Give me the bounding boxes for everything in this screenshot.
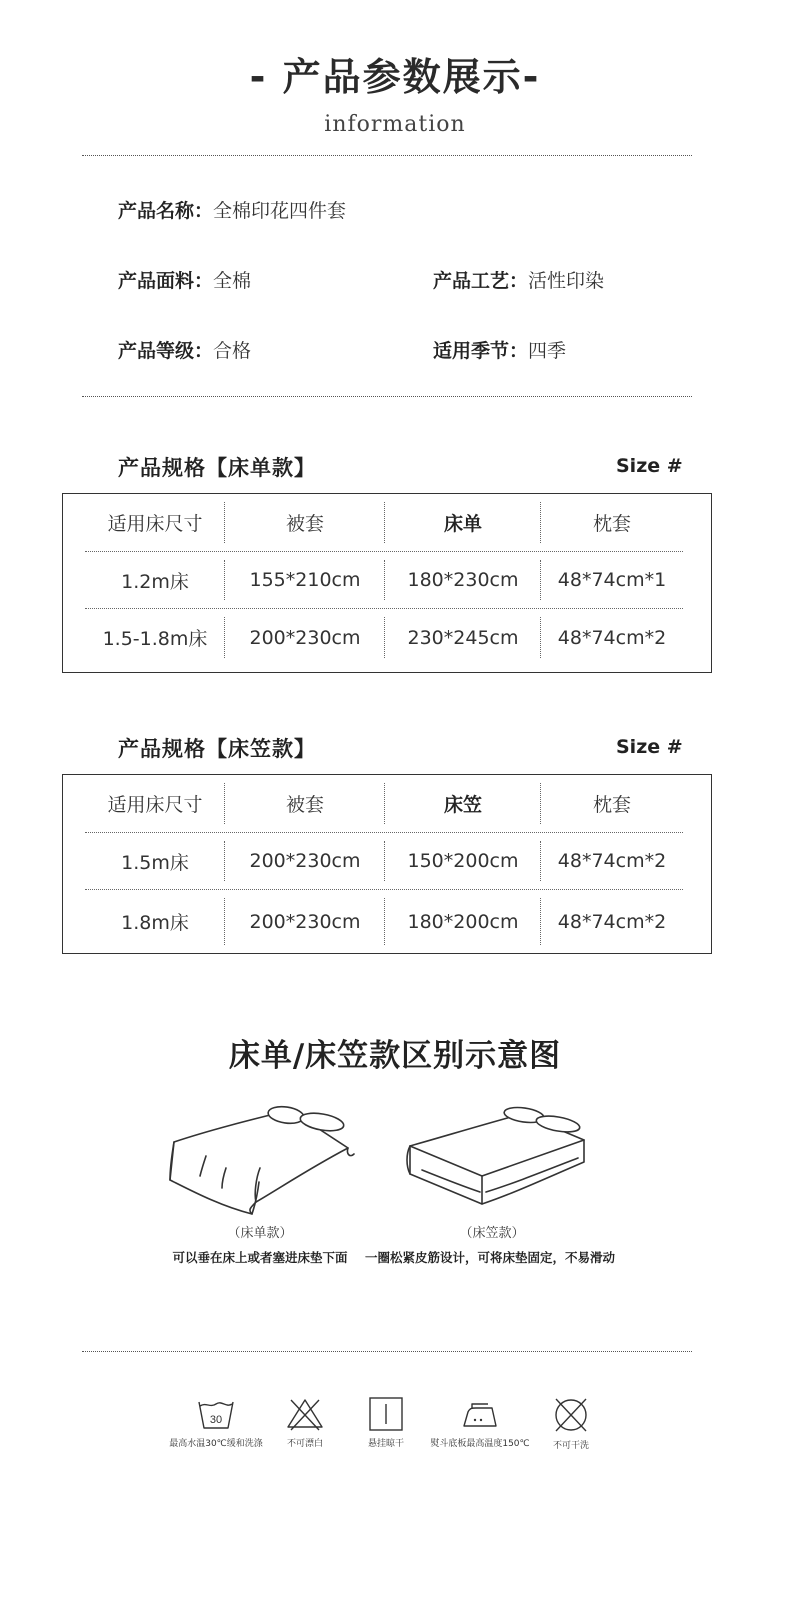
table-header-cell: 被套	[225, 494, 385, 551]
size-tag: Size #	[616, 736, 683, 758]
table-cell: 48*74cm*2	[557, 850, 667, 872]
table-row	[85, 833, 683, 890]
table-cell: 48*74cm*2	[557, 626, 667, 649]
divider	[82, 155, 692, 156]
fitted-description: 一圈松紧皮筋设计，可将床垫固定，不易滑动	[364, 1250, 615, 1265]
table-cell: 200*230cm	[225, 890, 385, 953]
table-cell: 180*200cm	[385, 890, 541, 953]
care-label: 熨斗底板最高温度150℃	[430, 1439, 530, 1449]
info-value: 全棉印花四件套	[213, 200, 347, 222]
wash-30-icon	[196, 1396, 236, 1432]
info-value: 全棉	[213, 270, 252, 292]
info-key: 产品工艺：	[433, 270, 529, 292]
spec-fitted-title: 产品规格【床笠款】	[118, 737, 316, 761]
table-cell: 180*230cm	[385, 552, 541, 608]
diagram-title: 床单/床笠款区别示意图	[228, 1038, 562, 1074]
fitted-sheet-illustration	[402, 1100, 592, 1210]
spec-sheet-title: 产品规格【床单款】	[118, 456, 316, 480]
sheet-description: 可以垂在床上或者塞进床垫下面	[172, 1250, 348, 1265]
spec-sheet-table	[62, 493, 712, 673]
divider	[82, 1351, 692, 1352]
info-key: 产品名称：	[118, 200, 214, 222]
no-bleach-icon	[285, 1396, 325, 1432]
care-label: 最高水温30℃缓和洗涤	[169, 1439, 263, 1449]
no-dry-clean-icon	[551, 1396, 591, 1434]
page-subtitle: information	[324, 112, 466, 137]
info-grade	[118, 336, 251, 363]
divider	[82, 396, 692, 397]
spec-fitted-table	[62, 774, 712, 954]
table-cell: 230*245cm	[385, 609, 541, 666]
table-cell: 200*230cm	[225, 833, 385, 889]
table-header-cell: 枕套	[592, 513, 631, 535]
info-value: 合格	[213, 340, 252, 362]
bed-sheet-illustration	[160, 1098, 360, 1216]
table-cell: 150*200cm	[385, 833, 541, 889]
info-fabric	[118, 266, 251, 293]
table-cell: 1.5m床	[85, 833, 225, 889]
table-row	[85, 552, 683, 609]
table-cell: 48*74cm*2	[557, 910, 667, 933]
page-title: - 产品参数展示-	[249, 55, 541, 99]
table-cell: 1.5-1.8m床	[85, 609, 225, 666]
info-product-name	[118, 196, 346, 223]
table-header-row	[85, 775, 683, 833]
care-label: 不可干洗	[552, 1441, 589, 1451]
size-tag: Size #	[616, 455, 683, 477]
fitted-caption: （床笠款）	[459, 1226, 525, 1241]
table-header-cell: 适用床尺寸	[85, 775, 225, 832]
info-craft	[433, 266, 604, 293]
info-value: 活性印染	[528, 270, 605, 292]
table-cell: 1.2m床	[85, 552, 225, 608]
info-value: 四季	[528, 340, 567, 362]
hang-dry-icon	[366, 1396, 406, 1432]
table-header-cell: 床单	[385, 494, 541, 551]
sheet-caption: （床单款）	[227, 1226, 293, 1241]
care-label: 悬挂晾干	[367, 1439, 404, 1449]
table-cell: 1.8m床	[85, 890, 225, 953]
info-key: 产品等级：	[118, 340, 214, 362]
info-key: 适用季节：	[433, 340, 529, 362]
table-row	[85, 890, 683, 953]
info-key: 产品面料：	[118, 270, 214, 292]
table-cell: 48*74cm*1	[557, 569, 667, 591]
table-row	[85, 609, 683, 666]
table-header-cell: 枕套	[592, 794, 631, 816]
table-cell: 200*230cm	[225, 609, 385, 666]
table-cell: 155*210cm	[225, 552, 385, 608]
table-header-cell: 适用床尺寸	[85, 494, 225, 551]
care-label: 不可漂白	[286, 1439, 323, 1449]
iron-150-icon	[458, 1396, 502, 1432]
table-header-row	[85, 494, 683, 552]
care-item-dryclean	[516, 1396, 626, 1451]
table-header-cell: 被套	[225, 775, 385, 832]
table-header-cell: 床笠	[385, 775, 541, 832]
info-season	[433, 336, 566, 363]
wash-temp-label: 30	[209, 1414, 223, 1426]
